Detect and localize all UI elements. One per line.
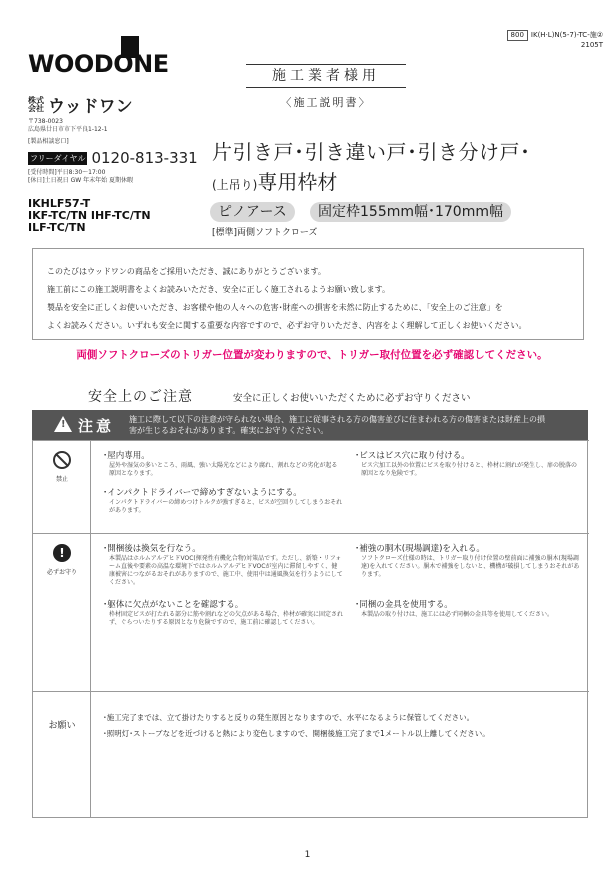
intro-box: [32, 248, 584, 340]
holiday-text: [休日]土日祝日 GW 年末年始 夏期休暇: [28, 177, 133, 184]
mandatory-item: [355, 544, 581, 579]
address-zip: 〒738-0023: [28, 118, 63, 125]
company-address: [28, 118, 198, 146]
item-desc: 屋外や湿気の多いところ、雨風、強い太陽光などにより腐れ、割れなどの劣化が起る原因となります。: [109, 462, 338, 477]
mandatory-row: [33, 533, 589, 691]
company-name-text: ウッドワン: [48, 97, 133, 117]
safety-subtitle: 安全に正しくお使いいただくために必ずお守りください: [233, 393, 471, 404]
prohibited-item: [103, 488, 343, 515]
title-main: 専用枠材: [257, 170, 338, 194]
item-desc: インパクトドライバーの締めつけトルクが強すぎると、ビスが空回りしてしまうおそれがあります。: [109, 499, 343, 514]
standard-spec: [標準]両側ソフトクローズ: [212, 228, 318, 238]
mandatory-icon-cell: [33, 534, 91, 691]
trigger-notice: 両側ソフトクローズのトリガー位置が変わりますので、トリガー取付位置を必ず確認してください。: [76, 349, 548, 361]
logo-text: WOODONE: [28, 50, 169, 78]
item-head: ･補強の胴木(現場調達)を入れる。: [355, 544, 485, 554]
manual-label: 〈施工説明書〉: [280, 96, 372, 109]
phone-number: 0120-813-331: [91, 149, 198, 167]
model-code: ILF-TC/TN: [28, 221, 86, 234]
doc-date: 2105T: [580, 41, 603, 49]
request-label: お願い: [48, 721, 76, 731]
company-kk: 株式会社: [28, 95, 44, 113]
intro-line: 施工前にこの施工説明書をよくお読みいただき、安全に正しく施工されるようお願い致します。: [47, 285, 391, 294]
mandatory-label: 必ずお守り: [46, 569, 77, 576]
item-desc: ソフトクローズ仕様の時は、トリガー取り付け位置の壁前面に補強の胴木(現場調達)を入れてください。胴木で補強をしないと、機構が破損してしまうおそれがあります。: [361, 555, 580, 578]
prohibited-row: [33, 440, 589, 533]
support-phone: [28, 149, 198, 167]
safety-title: 安全上のご注意: [88, 389, 193, 405]
series-badge: ピノアース: [210, 202, 295, 222]
title-small: (上吊り): [212, 178, 258, 192]
prohibited-icon-cell: [33, 441, 91, 533]
doc-code-box: 800: [507, 30, 528, 41]
audience-heading: 施工業者様用: [246, 64, 406, 88]
item-head: ･屋内専用。: [103, 451, 150, 461]
request-item: ･施工完了までは、立て掛けたりすると反りの発生原因となりますので、水平になるように保管してください。: [103, 713, 475, 722]
prohibited-label: 禁止: [55, 476, 68, 483]
request-label-cell: [33, 692, 91, 818]
company-name: [28, 92, 133, 117]
item-desc: 本製品の取り付けは、施工には必ず同梱の金具等を使用してください。: [361, 611, 554, 618]
caution-text: 施工に際して以下の注意が守られない場合、施工に従事される方の傷害並びに住まわれる方の傷害または財産上の損害が生じるおそれがあります。確実にお守りください。: [129, 415, 545, 435]
intro-line: よくお読みください。いずれも安全に関する重要な内容ですので、必ずお守りいただき、内容をよく理解して正しくお使いください。: [47, 321, 527, 330]
model-list: [28, 198, 151, 234]
support-hours: [28, 169, 208, 185]
request-row: [33, 691, 589, 818]
address-street: 広島県廿日市市下平良1-12-1: [28, 126, 108, 133]
caution-label: 注意: [78, 417, 115, 435]
item-desc: ビス穴加工以外の位置にビスを取り付けると、枠材に割れが発生し、扉の脱落の原因となり危険です。: [361, 462, 578, 477]
item-head: ･躯体に欠点がないことを確認する。: [103, 600, 244, 610]
frame-badge: 固定枠155mm幅･170mm幅: [310, 202, 511, 222]
prohibited-item: [355, 451, 581, 478]
page-number: 1: [304, 850, 311, 860]
freedial-icon: フリーダイヤル: [30, 154, 86, 163]
mandatory-item: [355, 600, 581, 619]
hours-text: [受付時間]平日8:30～17:00: [28, 169, 106, 176]
prohibited-item: [103, 451, 343, 478]
doc-code: IK(H·L)N(5-7)-TC-施②: [530, 31, 603, 39]
model-code: IKF-TC/TN IHF-TC/TN: [28, 209, 151, 222]
caution-table: [32, 440, 588, 818]
mandatory-item: [103, 600, 343, 627]
mandatory-icon: !: [53, 544, 71, 562]
item-head: ･開梱後は換気を行なう。: [103, 544, 201, 554]
product-title-line2: [212, 166, 337, 195]
woodone-logo: [28, 36, 178, 78]
product-title-line1: 片引き戸･引き違い戸･引き分け戸･: [212, 140, 531, 164]
caution-header: [32, 410, 588, 440]
intro-line: 製品を安全に正しくお使いいただき、お客様や他の人々への危害･財産への損害を未然に防止するために、「安全上のご注意」を: [47, 303, 503, 312]
document-code: [507, 30, 603, 50]
intro-line: このたびはウッドワンの商品をご採用いただき、誠にありがとうございます。: [47, 267, 326, 276]
item-head: ･ビスはビス穴に取り付ける。: [355, 451, 470, 461]
mandatory-item: [103, 544, 343, 587]
item-desc: 枠材固定ビスが打たれる部分に筋や割れなどの欠点がある場合、枠材が確実に固定されず、ぐらついたりする原因となり危険ですので、施工前に確認してください。: [109, 611, 344, 626]
support-label: [製品相談窓口]: [28, 138, 69, 145]
request-item: ･照明灯･ストーブなどを近づけると熱により変色しますので、開梱後施工完了まで1メートル以上離してください。: [103, 729, 490, 738]
item-head: ･インパクトドライバーで締めすぎないようにする。: [103, 488, 302, 498]
item-desc: 本製品はホルムアルデヒドVOC(揮発性有機化合物)対策品です。ただし、新築・リフォーム直後や要素の高温な環境下ではホルムアルデヒドVOCが室内に滞留しやすく、健康被害につながるおそれがありますので、施工中、使用中は通風換気を行うようにしてください。: [109, 555, 343, 586]
prohibited-icon: [53, 451, 71, 469]
item-head: ･同梱の金具を使用する。: [355, 600, 453, 610]
warning-triangle-icon: !: [54, 416, 72, 432]
model-code: IKHLF57-T: [28, 197, 91, 210]
